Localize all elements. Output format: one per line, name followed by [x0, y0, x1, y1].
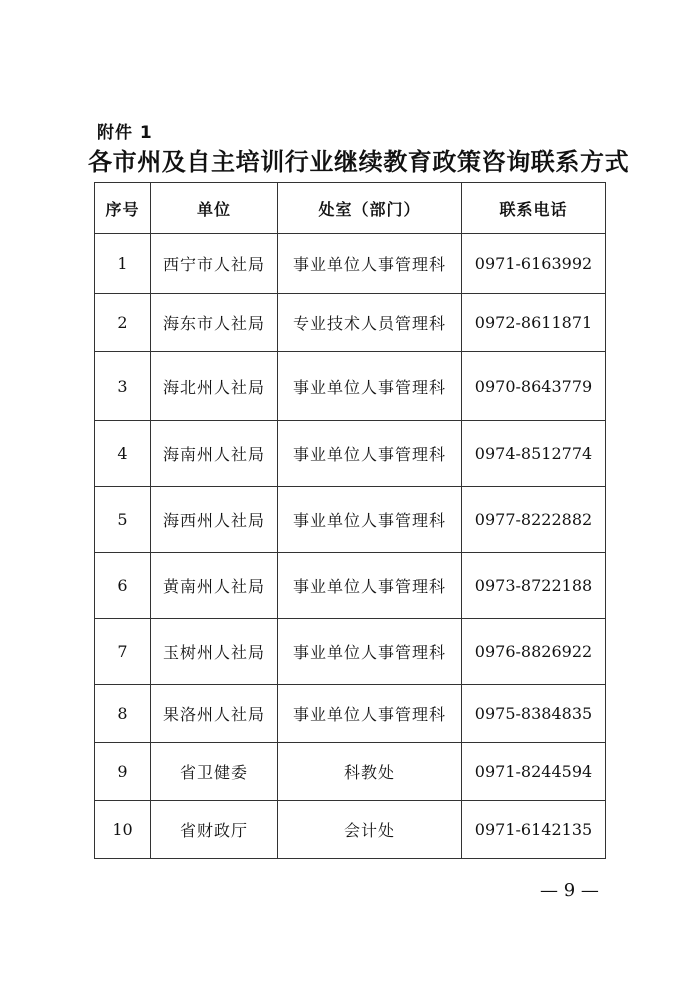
- row-serial: 6: [95, 553, 151, 619]
- table-row: [95, 553, 606, 619]
- header-serial: 序号: [95, 183, 151, 234]
- table-row: [95, 487, 606, 553]
- row-unit: 省财政厅: [151, 801, 278, 859]
- row-unit: 海东市人社局: [151, 294, 278, 352]
- table-row: [95, 801, 606, 859]
- row-phone: 0971-8244594: [462, 743, 606, 801]
- row-phone: 0976-8826922: [462, 619, 606, 685]
- row-unit: 西宁市人社局: [151, 234, 278, 294]
- row-serial: 3: [95, 352, 151, 421]
- row-serial: 4: [95, 421, 151, 487]
- row-department: 科教处: [278, 743, 462, 801]
- table-row: [95, 619, 606, 685]
- attachment-label: 附件 1: [97, 123, 153, 143]
- row-phone: 0974-8512774: [462, 421, 606, 487]
- row-unit: 省卫健委: [151, 743, 278, 801]
- row-phone: 0975-8384835: [462, 685, 606, 743]
- row-department: 事业单位人事管理科: [278, 619, 462, 685]
- header-phone: 联系电话: [462, 183, 606, 234]
- row-serial: 5: [95, 487, 151, 553]
- table-row: [95, 352, 606, 421]
- row-serial: 2: [95, 294, 151, 352]
- row-unit: 黄南州人社局: [151, 553, 278, 619]
- row-department: 会计处: [278, 801, 462, 859]
- row-department: 事业单位人事管理科: [278, 421, 462, 487]
- page-number: — 9 —: [540, 880, 599, 901]
- row-serial: 8: [95, 685, 151, 743]
- row-unit: 果洛州人社局: [151, 685, 278, 743]
- row-phone: 0970-8643779: [462, 352, 606, 421]
- header-unit: 单位: [151, 183, 278, 234]
- row-serial: 9: [95, 743, 151, 801]
- row-phone: 0977-8222882: [462, 487, 606, 553]
- row-phone: 0971-6163992: [462, 234, 606, 294]
- table-row: [95, 743, 606, 801]
- row-phone: 0973-8722188: [462, 553, 606, 619]
- table-row: [95, 685, 606, 743]
- row-department: 事业单位人事管理科: [278, 234, 462, 294]
- row-department: 事业单位人事管理科: [278, 685, 462, 743]
- row-phone: 0971-6142135: [462, 801, 606, 859]
- row-phone: 0972-8611871: [462, 294, 606, 352]
- document-title: 各市州及自主培训行业继续教育政策咨询联系方式: [88, 148, 630, 176]
- row-serial: 7: [95, 619, 151, 685]
- table-row: [95, 234, 606, 294]
- row-unit: 海南州人社局: [151, 421, 278, 487]
- row-serial: 1: [95, 234, 151, 294]
- row-department: 事业单位人事管理科: [278, 487, 462, 553]
- contact-table: [94, 182, 606, 859]
- row-serial: 10: [95, 801, 151, 859]
- row-unit: 海北州人社局: [151, 352, 278, 421]
- table-row: [95, 421, 606, 487]
- header-department: 处室（部门）: [278, 183, 462, 234]
- table-row: [95, 294, 606, 352]
- row-department: 专业技术人员管理科: [278, 294, 462, 352]
- row-department: 事业单位人事管理科: [278, 553, 462, 619]
- row-unit: 玉树州人社局: [151, 619, 278, 685]
- row-unit: 海西州人社局: [151, 487, 278, 553]
- row-department: 事业单位人事管理科: [278, 352, 462, 421]
- table-header-row: [95, 183, 606, 234]
